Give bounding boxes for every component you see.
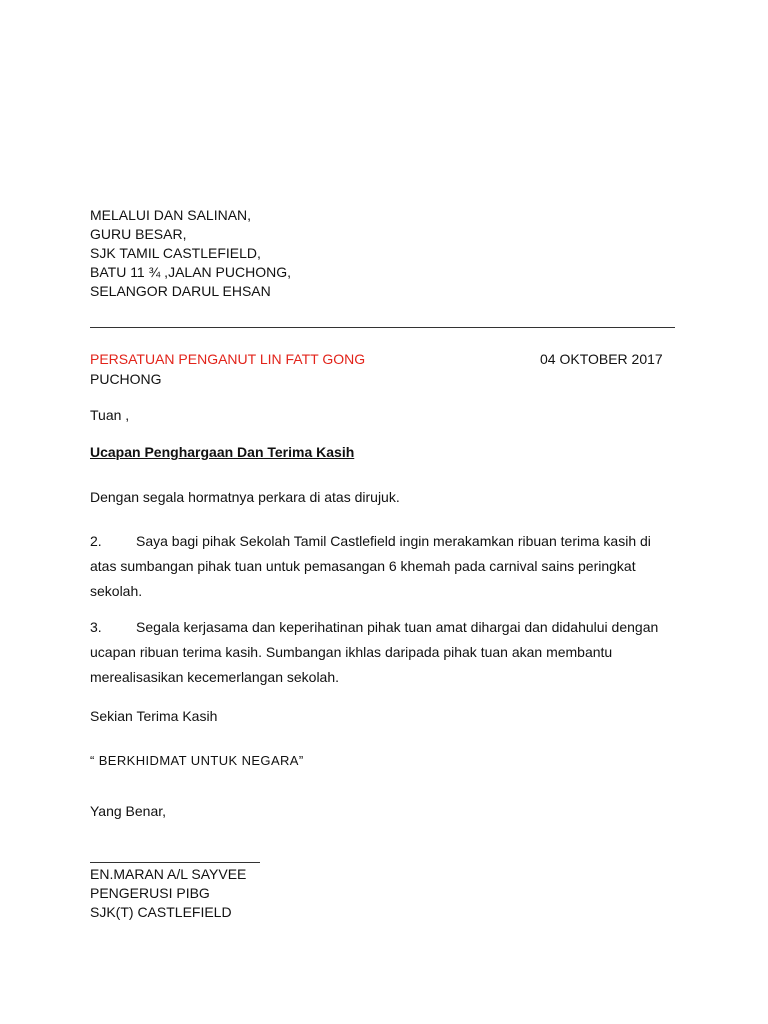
via-line-1: MELALUI DAN SALINAN, xyxy=(90,207,252,223)
recipient-location: PUCHONG xyxy=(90,371,162,387)
paragraph-3-line-2: ucapan ribuan terima kasih. Sumbangan ikhlas daripada pihak tuan akan membantu xyxy=(90,644,613,660)
signatory-organization: SJK(T) CASTLEFIELD xyxy=(90,904,232,920)
paragraph-2 xyxy=(90,529,680,604)
signature-line xyxy=(90,862,260,863)
paragraph-3-number: 3. xyxy=(90,619,102,635)
via-line-2: GURU BESAR, xyxy=(90,226,187,242)
salutation: Tuan , xyxy=(90,407,130,423)
recipient-name: PERSATUAN PENGANUT LIN FATT GONG xyxy=(90,351,366,367)
letter-subject: Ucapan Penghargaan Dan Terima Kasih xyxy=(90,444,355,460)
paragraph-3-line-1 xyxy=(90,615,680,640)
paragraph-2-number: 2. xyxy=(90,533,102,549)
letter-date: 04 OKTOBER 2017 xyxy=(540,351,663,367)
opening-line: Dengan segala hormatnya perkara di atas dirujuk. xyxy=(90,489,400,505)
paragraph-3-line-3: merealisasikan kecemerlangan sekolah. xyxy=(90,669,340,685)
via-line-4: BATU 11 ¾ ,JALAN PUCHONG, xyxy=(90,264,291,280)
header-divider xyxy=(90,327,675,328)
paragraph-3 xyxy=(90,615,680,690)
via-line-5: SELANGOR DARUL EHSAN xyxy=(90,283,271,299)
paragraph-2-line-3: sekolah. xyxy=(90,583,143,599)
paragraph-2-text-1: Saya bagi pihak Sekolah Tamil Castlefield ingin merakamkan ribuan terima kasih di xyxy=(136,533,651,549)
paragraph-3-text-1: Segala kerjasama dan keperihatinan pihak tuan amat dihargai dan didahului dengan xyxy=(136,619,659,635)
paragraph-2-line-2: atas sumbangan pihak tuan untuk pemasangan 6 khemah pada carnival sains peringkat xyxy=(90,558,636,574)
motto: “ BERKHIDMAT UNTUK NEGARA” xyxy=(90,753,304,768)
signatory-name: EN.MARAN A/L SAYVEE xyxy=(90,866,247,882)
paragraph-2-line-1 xyxy=(90,529,680,554)
via-line-3: SJK TAMIL CASTLEFIELD, xyxy=(90,245,261,261)
signatory-title: PENGERUSI PIBG xyxy=(90,885,210,901)
sign-off: Yang Benar, xyxy=(90,803,167,819)
closing-line: Sekian Terima Kasih xyxy=(90,708,218,724)
